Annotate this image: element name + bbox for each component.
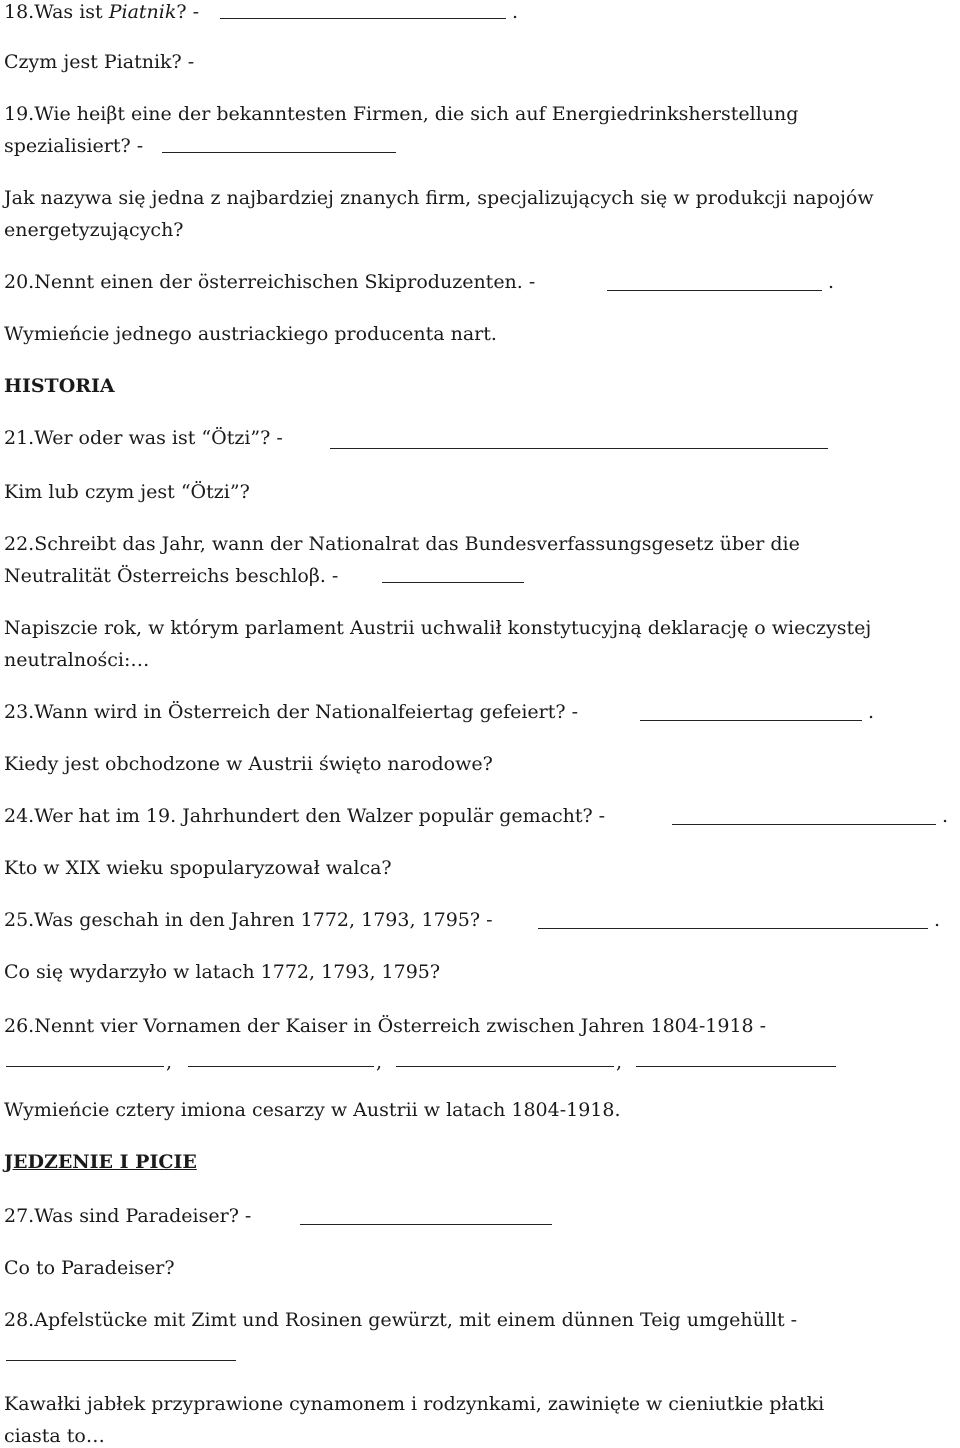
q28-de: 28.Apfelstücke mit Zimt und Rosinen gewürzt, mit einem dünnen Teig umgehüllt -	[4, 1309, 798, 1331]
q19-pl-line2: energetyzujących?	[4, 219, 184, 241]
q25-answer-blank[interactable]	[538, 928, 928, 929]
q19-pl-line1: Jak nazywa się jedna z najbardziej znanych firm, specjalizujących się w produkcji napojów	[4, 187, 874, 209]
q18-pl: Czym jest Piatnik? -	[4, 51, 195, 73]
q26-de: 26.Nennt vier Vornamen der Kaiser in Österreich zwischen Jahren 1804-1918 -	[4, 1015, 767, 1037]
q23-answer-blank[interactable]	[640, 720, 862, 721]
q18-end: .	[512, 1, 519, 23]
q26-comma-1: ,	[166, 1051, 173, 1073]
q24-pl: Kto w XIX wieku spopularyzował walca?	[4, 857, 392, 879]
q28-pl-line1: Kawałki jabłek przyprawione cynamonem i rodzynkami, zawinięte w cieniutkie płatki	[4, 1393, 825, 1415]
q26-answer-blank-3[interactable]	[396, 1066, 614, 1067]
q22-de-line2: Neutralität Österreichs beschloβ. -	[4, 565, 339, 587]
q27-de: 27.Was sind Paradeiser? -	[4, 1205, 252, 1227]
q22-de-line1: 22.Schreibt das Jahr, wann der Nationalrat das Bundesverfassungsgesetz über die	[4, 533, 800, 555]
q26-pl: Wymieńcie cztery imiona cesarzy w Austrii w latach 1804-1918.	[4, 1099, 621, 1121]
heading-jedzenie-i-picie: JEDZENIE I PICIE	[4, 1151, 197, 1173]
q25-de: 25.Was geschah in den Jahren 1772, 1793, 1795? -	[4, 909, 493, 931]
q19-de-line1: 19.Wie heiβt eine der bekanntesten Firmen, die sich auf Energiedrinksherstellung	[4, 103, 799, 125]
q26-answer-blank-4[interactable]	[636, 1066, 836, 1067]
q21-answer-blank[interactable]	[330, 448, 828, 449]
q21-de: 21.Wer oder was ist “Ötzi”? -	[4, 427, 283, 449]
q19-answer-blank[interactable]	[162, 152, 396, 153]
q26-answer-blank-2[interactable]	[188, 1066, 374, 1067]
q25-end: .	[934, 909, 941, 931]
q23-de: 23.Wann wird in Österreich der Nationalfeiertag gefeiert? -	[4, 701, 579, 723]
q26-comma-2: ,	[376, 1051, 383, 1073]
q27-answer-blank[interactable]	[300, 1224, 552, 1225]
q24-de: 24.Wer hat im 19. Jahrhundert den Walzer populär gemacht? -	[4, 805, 606, 827]
heading-historia: HISTORIA	[4, 375, 115, 397]
q28-answer-blank[interactable]	[6, 1360, 236, 1361]
q22-answer-blank[interactable]	[382, 582, 524, 583]
q23-pl: Kiedy jest obchodzone w Austrii święto narodowe?	[4, 753, 493, 775]
q27-pl: Co to Paradeiser?	[4, 1257, 175, 1279]
q22-pl-line1: Napiszcie rok, w którym parlament Austrii uchwalił konstytucyjną deklarację o wieczystej	[4, 617, 872, 639]
q26-answer-blank-1[interactable]	[6, 1066, 164, 1067]
q23-end: .	[868, 701, 875, 723]
q21-pl: Kim lub czym jest “Ötzi”?	[4, 481, 250, 503]
q19-de-line2: spezialisiert? -	[4, 135, 144, 157]
q20-end: .	[828, 271, 835, 293]
q18-answer-blank[interactable]	[220, 18, 506, 19]
q22-pl-line2: neutralności:…	[4, 649, 150, 671]
q20-pl: Wymieńcie jednego austriackiego producenta nart.	[4, 323, 497, 345]
q20-de: 20.Nennt einen der österreichischen Skiproduzenten. -	[4, 271, 536, 293]
q20-answer-blank[interactable]	[607, 290, 822, 291]
q18-de: 18.Was ist Piatnik? -	[4, 1, 200, 23]
q24-end: .	[942, 805, 949, 827]
q28-pl-line2: ciasta to…	[4, 1425, 105, 1447]
q25-pl: Co się wydarzyło w latach 1772, 1793, 1795?	[4, 961, 441, 983]
q24-answer-blank[interactable]	[672, 824, 936, 825]
q26-comma-3: ,	[616, 1051, 623, 1073]
